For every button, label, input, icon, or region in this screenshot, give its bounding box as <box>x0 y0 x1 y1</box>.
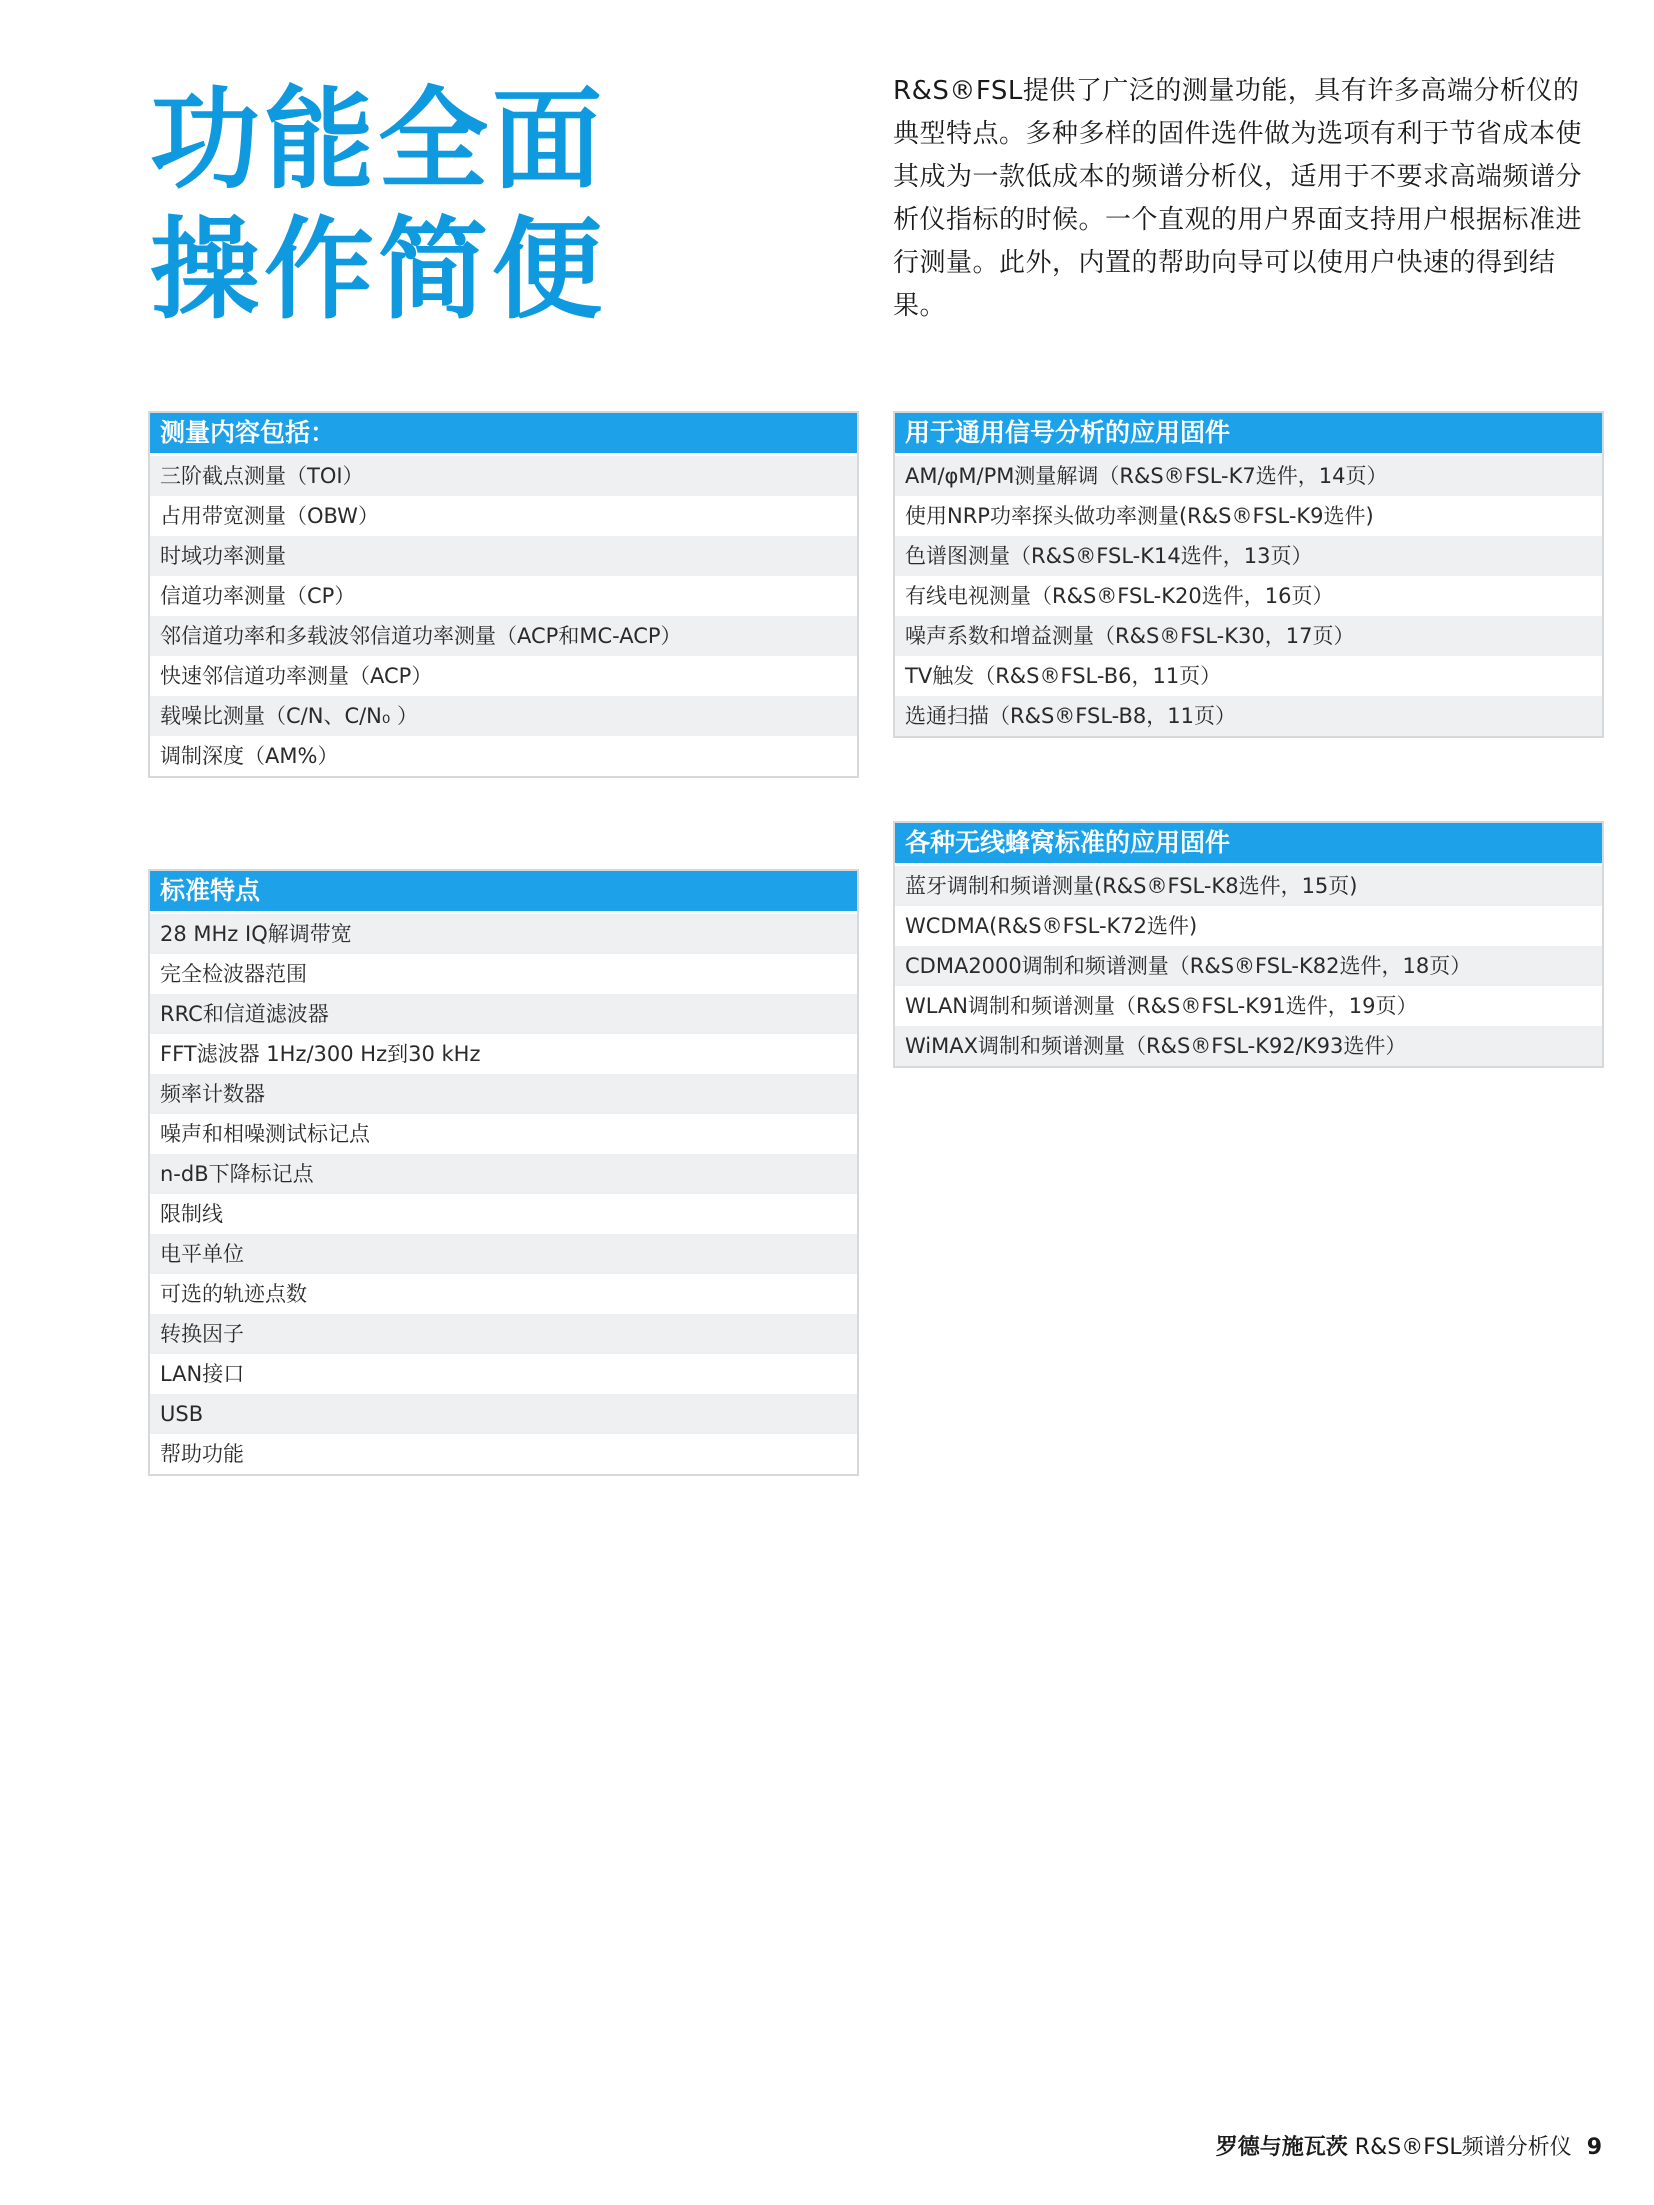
page-number: 9 <box>1586 2135 1602 2160</box>
feature-item: 28 MHz IQ解调带宽 <box>150 914 857 954</box>
feature-item: USB <box>150 1394 857 1434</box>
measurement-item: 占用带宽测量（OBW） <box>150 496 857 536</box>
standard-features-heading: 标准特点 <box>150 871 857 914</box>
page-title-line-2: 操作简便 <box>150 206 606 334</box>
feature-item: LAN接口 <box>150 1354 857 1394</box>
measurement-item: 三阶截点测量（TOI） <box>150 456 857 496</box>
wireless-firmware-item: WiMAX调制和频谱测量（R&S®FSL-K92/K93选件） <box>895 1026 1602 1066</box>
general-firmware-item: 有线电视测量（R&S®FSL-K20选件，16页） <box>895 576 1602 616</box>
measurement-item: 邻信道功率和多载波邻信道功率测量（ACP和MC-ACP） <box>150 616 857 656</box>
general-firmware-item: AM/φM/PM测量解调（R&S®FSL-K7选件，14页） <box>895 456 1602 496</box>
measurement-item: 时域功率测量 <box>150 536 857 576</box>
measurement-item: 载噪比测量（C/N、C/N₀ ） <box>150 696 857 736</box>
feature-item: 频率计数器 <box>150 1074 857 1114</box>
feature-item: 电平单位 <box>150 1234 857 1274</box>
measurement-item: 快速邻信道功率测量（ACP） <box>150 656 857 696</box>
footer-product: R&S®FSL频谱分析仪 <box>1354 2135 1572 2160</box>
measurement-item: 信道功率测量（CP） <box>150 576 857 616</box>
feature-item: 转换因子 <box>150 1314 857 1354</box>
feature-item: n-dB下降标记点 <box>150 1154 857 1194</box>
wireless-firmware-item: WCDMA(R&S®FSL-K72选件) <box>895 906 1602 946</box>
general-firmware-box <box>893 411 1604 738</box>
standard-features-box <box>148 869 859 1476</box>
intro-paragraph: R&S®FSL提供了广泛的测量功能，具有许多高端分析仪的典型特点。多种多样的固件选件做为选项有利于节省成本使其成为一款低成本的频谱分析仪，适用于不要求高端频谱分析仪指标的时候。一个直观的用户界面支持用户根据标准进行测量。此外，内置的帮助向导可以使用户快速的得到结果。 <box>893 76 1583 321</box>
page-title <box>150 75 606 335</box>
general-firmware-item: 选通扫描（R&S®FSL-B8，11页） <box>895 696 1602 736</box>
measurements-box <box>148 411 859 778</box>
feature-item: 可选的轨迹点数 <box>150 1274 857 1314</box>
general-firmware-item: 噪声系数和增益测量（R&S®FSL-K30，17页） <box>895 616 1602 656</box>
footer-brand: 罗德与施瓦茨 <box>1215 2135 1348 2160</box>
feature-item: 限制线 <box>150 1194 857 1234</box>
general-firmware-item: 色谱图测量（R&S®FSL-K14选件，13页） <box>895 536 1602 576</box>
feature-item: 噪声和相噪测试标记点 <box>150 1114 857 1154</box>
feature-item: FFT滤波器 1Hz/300 Hz到30 kHz <box>150 1034 857 1074</box>
wireless-firmware-item: 蓝牙调制和频谱测量(R&S®FSL-K8选件，15页) <box>895 866 1602 906</box>
page-footer <box>1216 2130 1602 2161</box>
general-firmware-item: TV触发（R&S®FSL-B6，11页） <box>895 656 1602 696</box>
page-title-line-1: 功能全面 <box>150 76 606 204</box>
wireless-firmware-item: WLAN调制和频谱测量（R&S®FSL-K91选件，19页） <box>895 986 1602 1026</box>
wireless-firmware-box <box>893 821 1604 1068</box>
measurement-item: 调制深度（AM%） <box>150 736 857 776</box>
wireless-firmware-item: CDMA2000调制和频谱测量（R&S®FSL-K82选件，18页） <box>895 946 1602 986</box>
feature-item: RRC和信道滤波器 <box>150 994 857 1034</box>
feature-item: 帮助功能 <box>150 1434 857 1474</box>
general-firmware-item: 使用NRP功率探头做功率测量(R&S®FSL-K9选件) <box>895 496 1602 536</box>
general-firmware-heading: 用于通用信号分析的应用固件 <box>895 413 1602 456</box>
wireless-firmware-heading: 各种无线蜂窝标准的应用固件 <box>895 823 1602 866</box>
measurements-heading: 测量内容包括： <box>150 413 857 456</box>
feature-item: 完全检波器范围 <box>150 954 857 994</box>
